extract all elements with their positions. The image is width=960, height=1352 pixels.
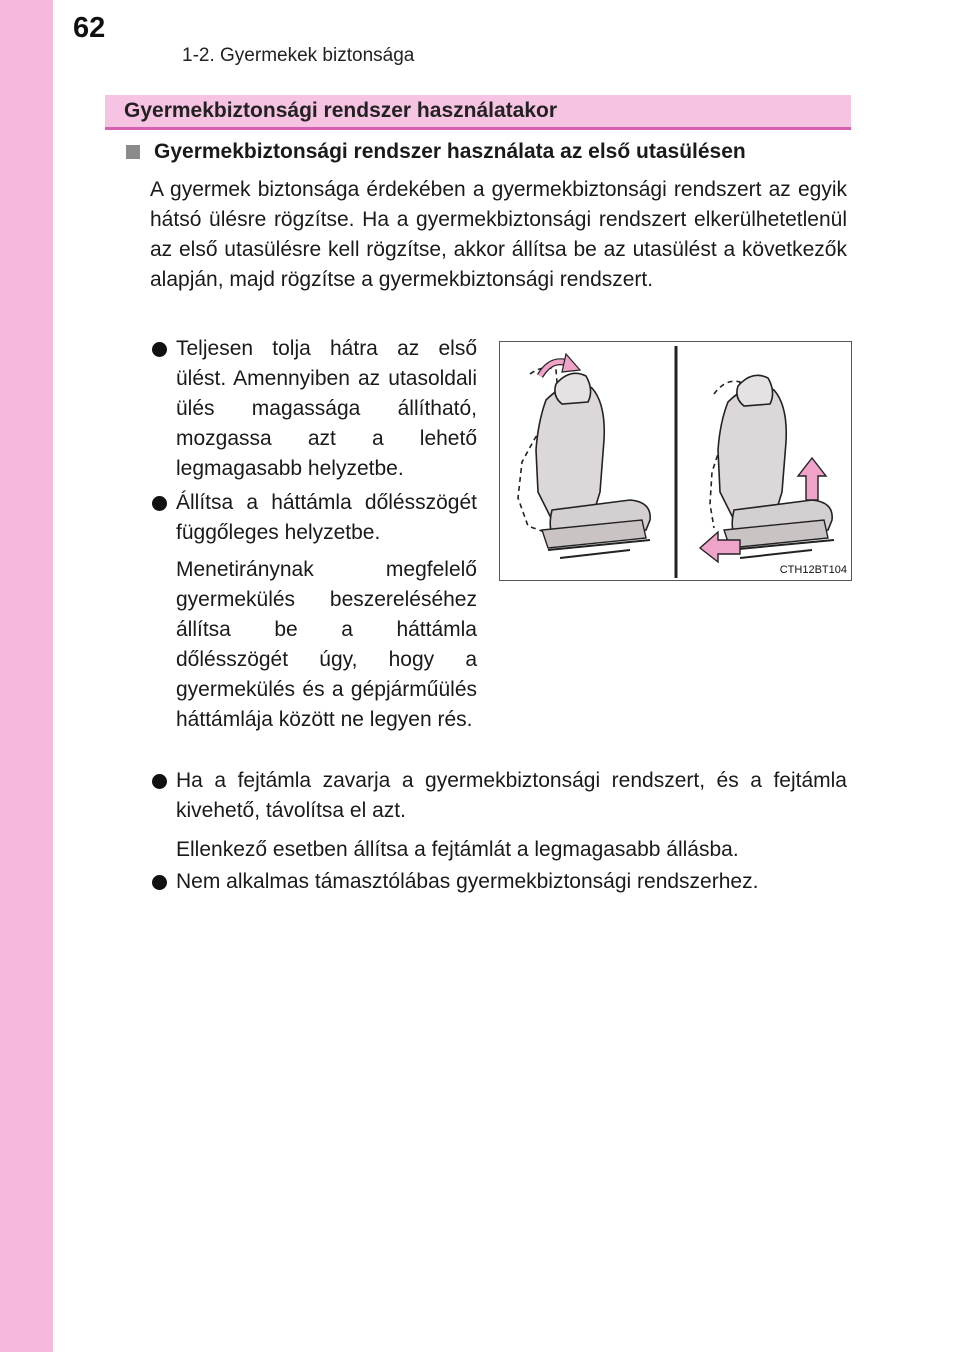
backrest-note: Menetiránynak megfelelő gyermekülés beszereléséhez állítsa be a háttámla dőlésszögét úgy, hogy a gyermekülés és a gépjárműülés háttámlája között ne legyen rés.: [176, 558, 477, 731]
bullet-dot-icon: [152, 496, 167, 511]
bullet-item-4: [176, 867, 847, 897]
seat-adjustment-figure: [499, 341, 852, 581]
side-strip: [0, 0, 53, 1352]
bullet-text-1: Teljesen tolja hátra az első ülést. Amennyiben az utasoldali ülés magassága állítható, mozgassa azt a lehető legmagasabb helyzetbe.: [176, 337, 477, 480]
intro-paragraph: A gyermek biztonsága érdekében a gyermekbiztonsági rendszert az egyik hátsó ülésre rögzítse. Ha a gyermekbiztonsági rendszert elkerülhetetlenül az első utasülésre kell rögzítse, akkor állítsa be az utasülést a következők alapján, majd rögzítse a gyermekbiztonsági rendszert.: [150, 178, 847, 291]
page-number: 62: [73, 12, 106, 44]
headrest-note: Ellenkező esetben állítsa a fejtámlát a legmagasabb állásba.: [176, 838, 739, 861]
left-seat-icon: [518, 354, 650, 558]
bullet-dot-icon: [152, 774, 167, 789]
bullet-item-1: [176, 334, 477, 484]
chapter-title: 1-2. Gyermekek biztonsága: [182, 45, 415, 66]
seat-illustration: [500, 342, 850, 579]
bullet-text-2: Állítsa a háttámla dőlésszögét függőleges helyzetbe.: [176, 491, 477, 544]
subheading: [126, 140, 746, 164]
square-bullet-icon: [126, 145, 140, 159]
bullet-text-3: Ha a fejtámla zavarja a gyermekbiztonsági rendszert, és a fejtámla kivehető, távolítsa el azt.: [176, 769, 847, 822]
bullet-item-2: [176, 488, 477, 548]
right-seat-icon: [700, 375, 834, 562]
bullet-dot-icon: [152, 342, 167, 357]
figure-code: CTH12BT104: [779, 564, 847, 576]
bullet-text-4: Nem alkalmas támasztólábas gyermekbiztonsági rendszerhez.: [176, 870, 759, 893]
bullet-dot-icon: [152, 875, 167, 890]
subheading-text: Gyermekbiztonsági rendszer használata az első utasülésen: [154, 140, 746, 163]
section-title: Gyermekbiztonsági rendszer használatakor: [124, 99, 557, 122]
bullet-item-3: [176, 766, 847, 826]
section-heading-bar: [105, 95, 851, 130]
